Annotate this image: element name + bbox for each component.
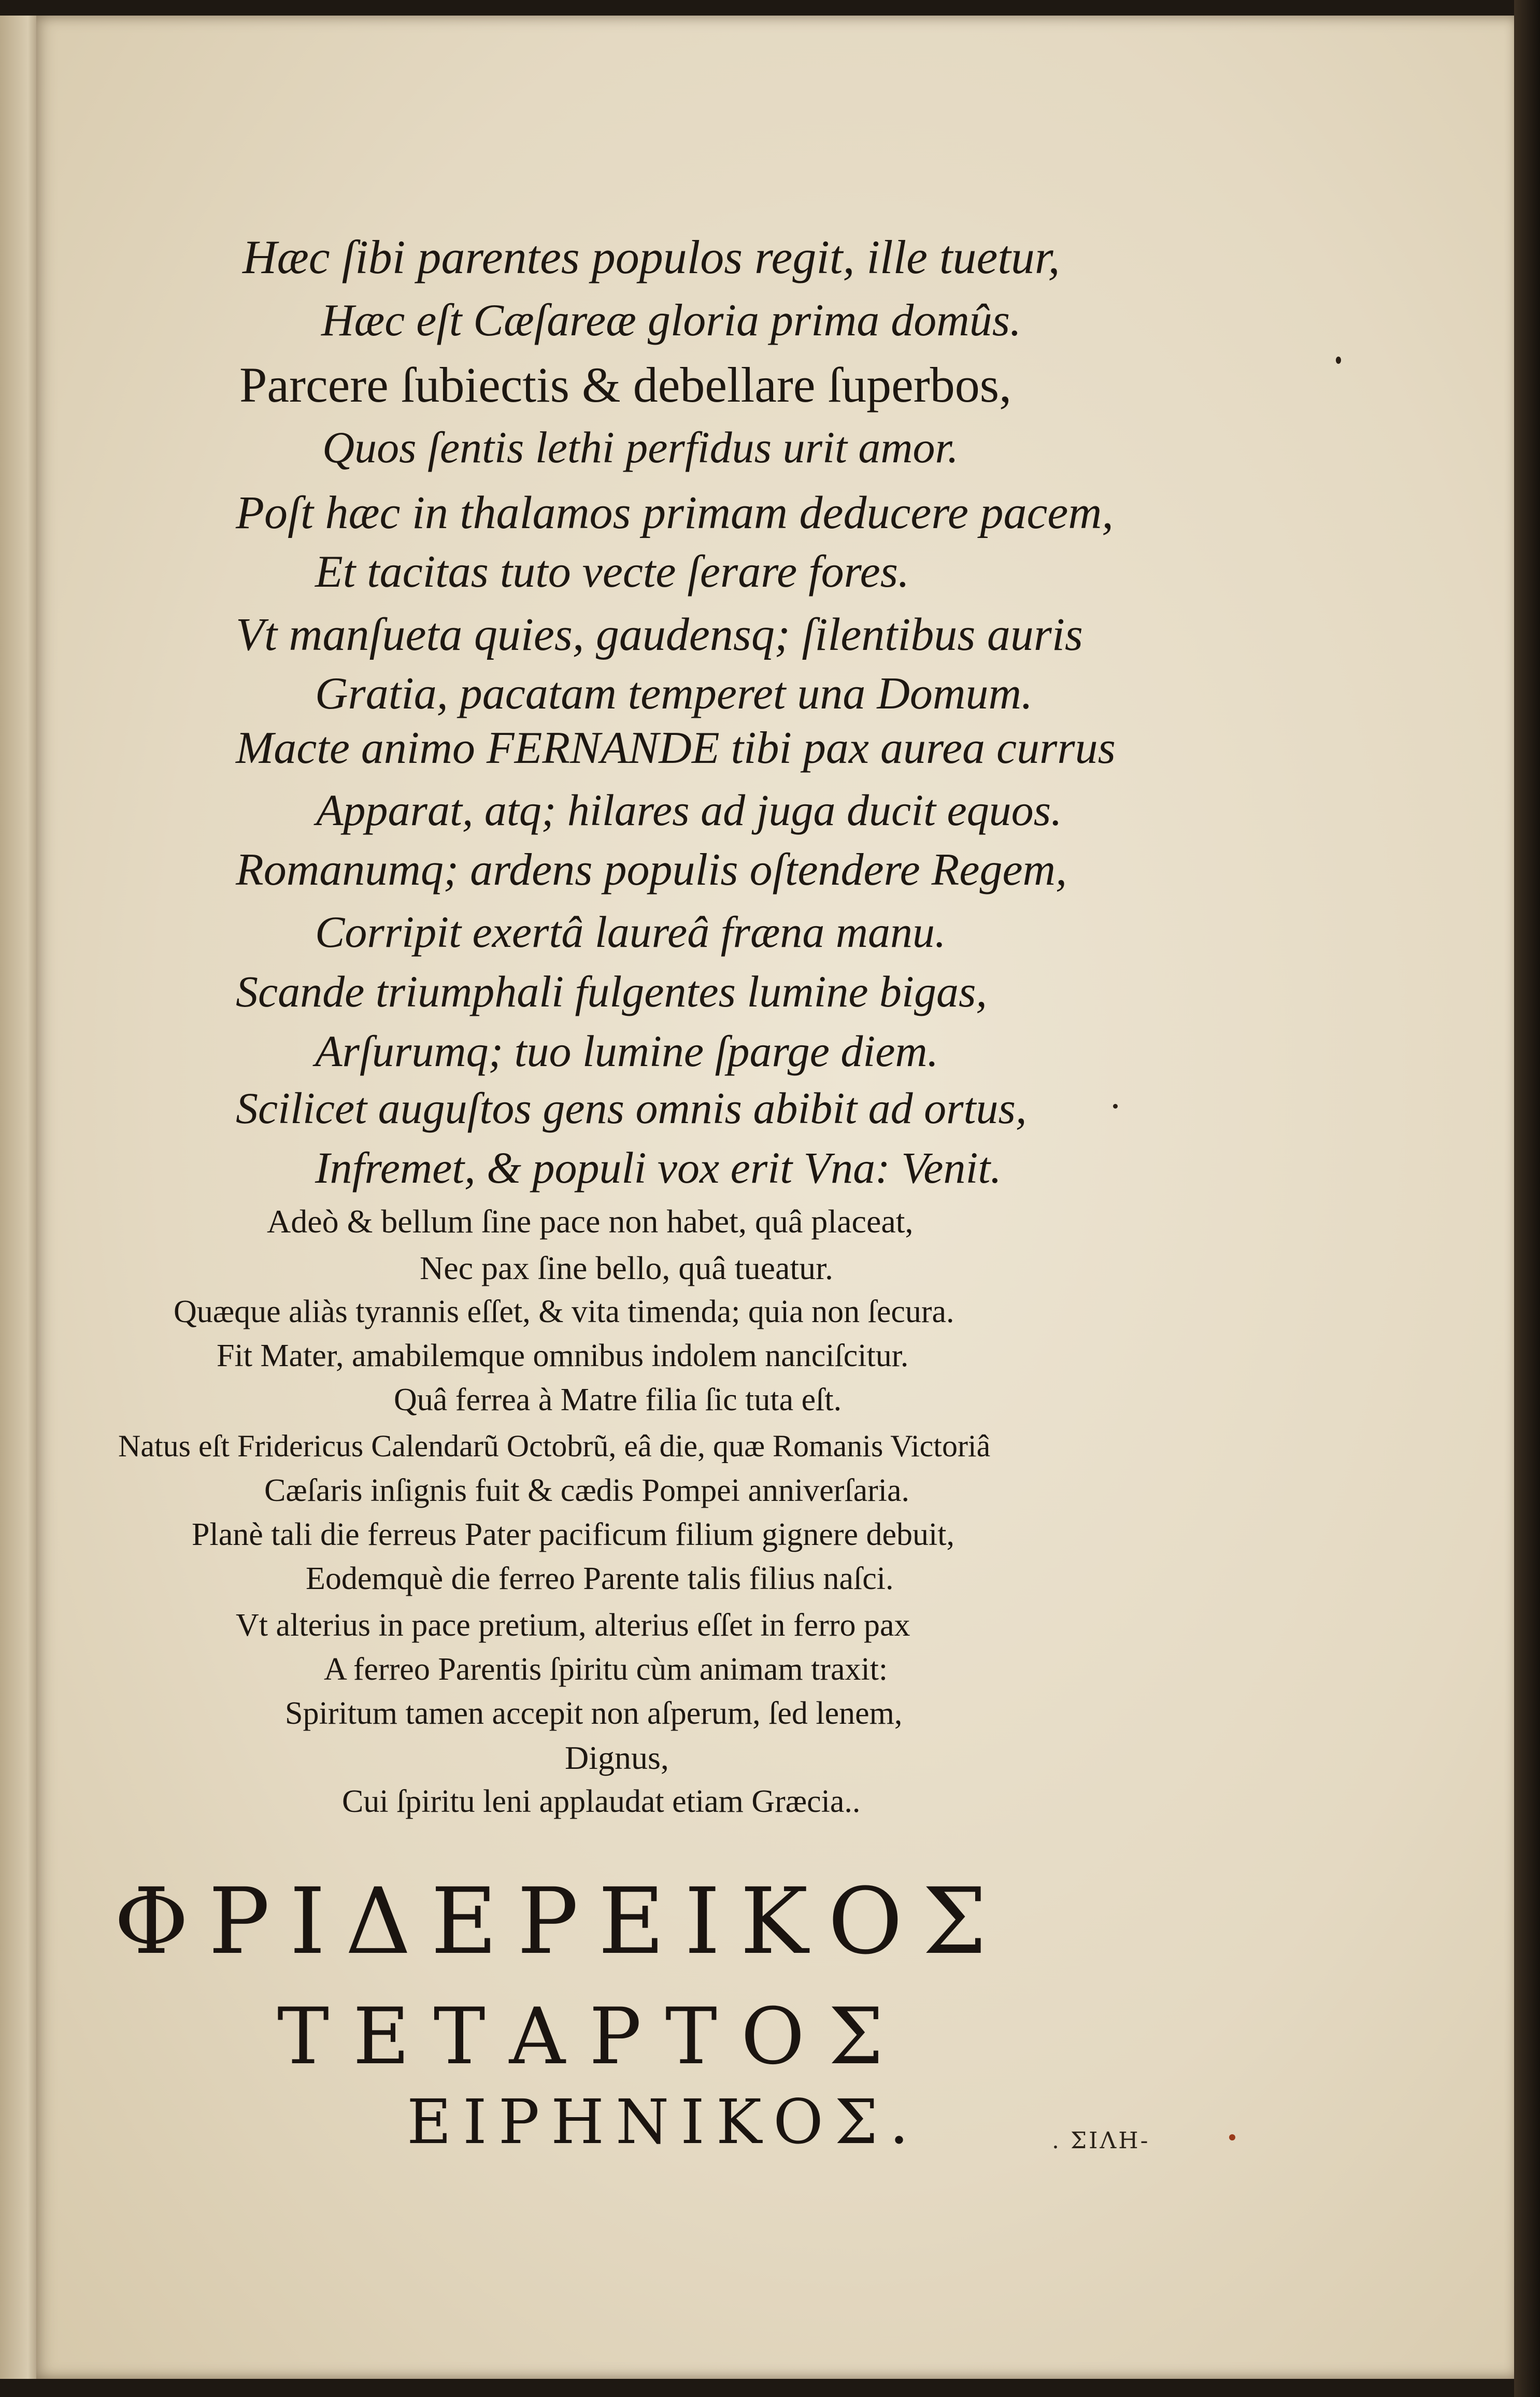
verse-line-16: Infremet, & populi vox erit Vna: Venit. bbox=[315, 1143, 1002, 1193]
verse-line-1: Hæc ſibi parentes populos regit, ille tuetur, bbox=[243, 231, 1060, 283]
verse-line-13: Scande triumphali fulgentes lumine bigas, bbox=[236, 967, 987, 1016]
verse-line-6: Et tacitas tuto vecte ſerare fores. bbox=[315, 547, 909, 597]
greek-title-line-3: ΕΙΡΗΝΙΚΟΣ. bbox=[407, 2086, 920, 2158]
prose-line-9: Eodemquè die ferreo Parente talis filius naſci. bbox=[306, 1561, 894, 1596]
verse-line-4: Quos ſentis lethi perfidus urit amor. bbox=[322, 422, 959, 472]
verse-line-10: Apparat, atq; hilares ad juga ducit equos. bbox=[316, 785, 1062, 835]
prose-line-14: Cui ſpiritu leni applaudat etiam Græcia.. bbox=[342, 1784, 861, 1819]
prose-line-5: Quâ ferrea à Matre filia ſic tuta eſt. bbox=[394, 1382, 842, 1417]
prose-line-3: Quæque aliàs tyrannis eſſet, & vita timenda; quia non ſecura. bbox=[174, 1294, 954, 1329]
verse-line-12: Corripit exertâ laureâ fræna manu. bbox=[315, 907, 946, 957]
red-seal-mark bbox=[1229, 2134, 1235, 2140]
verse-line-11: Romanumq; ardens populis oſtendere Regem, bbox=[236, 845, 1067, 895]
prose-line-4: Fit Mater, amabilemque omnibus indolem nanciſcitur. bbox=[217, 1338, 909, 1373]
catchword: . ΣΙΛΗ- bbox=[1052, 2127, 1150, 2154]
verse-line-7: Vt manſueta quies, gaudensq; ſilentibus auris bbox=[236, 609, 1083, 660]
verse-line-14: Arſurumq; tuo lumine ſparge diem. bbox=[315, 1026, 939, 1076]
prose-line-10: Vt alterius in pace pretium, alterius eſſet in ferro pax bbox=[236, 1608, 910, 1643]
ink-spot bbox=[1336, 357, 1341, 364]
greek-title-line-1: ΦΡΙΔΕΡΕΙΚΟΣ bbox=[114, 1868, 1007, 1975]
prose-line-1: Adeò & bellum ſine pace non habet, quâ placeat, bbox=[267, 1203, 914, 1240]
ink-spot bbox=[1113, 1104, 1118, 1109]
prose-line-12: Spiritum tamen accepit non aſperum, ſed lenem, bbox=[285, 1696, 903, 1731]
verse-line-3: Parcere ſubiectis & debellare ſuperbos, bbox=[239, 357, 1012, 413]
prose-line-8: Planè tali die ferreus Pater pacificum filium gignere debuit, bbox=[192, 1517, 954, 1552]
verse-line-9: Macte animo FERNANDE tibi pax aurea currus bbox=[236, 723, 1116, 773]
binding-edge bbox=[1514, 0, 1540, 2397]
verse-line-5: Poſt hæc in thalamos primam deducere pacem, bbox=[236, 487, 1114, 538]
prose-line-2: Nec pax ſine bello, quâ tueatur. bbox=[420, 1250, 833, 1286]
prose-line-6: Natus eſt Fridericus Calendarũ Octobrũ, eâ die, quæ Romanis Victoriâ bbox=[118, 1429, 991, 1463]
verse-line-8: Gratia, pacatam temperet una Domum. bbox=[315, 669, 1033, 719]
prose-line-13: Dignus, bbox=[565, 1739, 669, 1776]
prose-line-11: A ferreo Parentis ſpiritu cùm animam traxit: bbox=[324, 1652, 888, 1687]
greek-title-line-2: ΤΕΤΑΡΤΟΣ bbox=[277, 1992, 907, 2082]
verse-line-2: Hæc eſt Cæſareæ gloria prima domûs. bbox=[321, 295, 1022, 346]
verse-line-15: Scilicet auguſtos gens omnis abibit ad ortus, bbox=[236, 1083, 1027, 1133]
prose-line-7: Cæſaris inſignis fuit & cædis Pompei anniverſaria. bbox=[264, 1473, 910, 1508]
